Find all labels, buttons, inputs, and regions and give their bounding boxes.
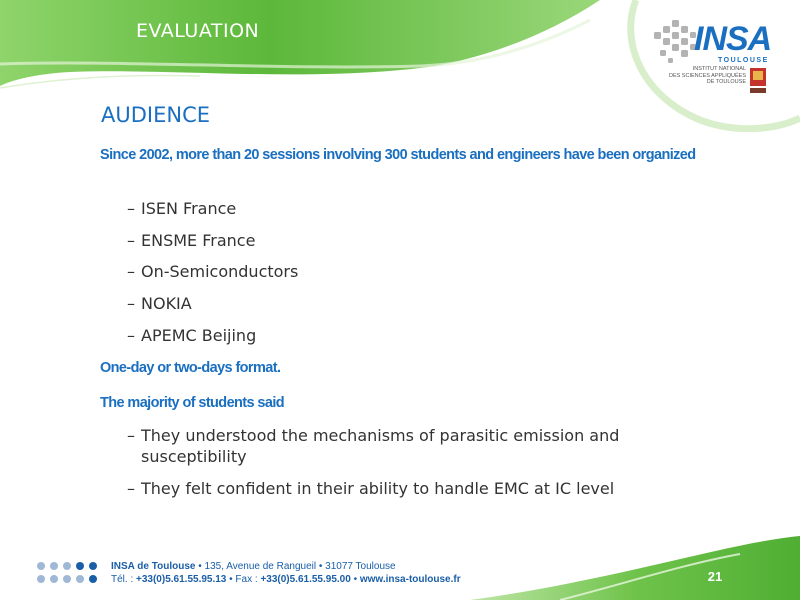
organization-label: ENSME France xyxy=(141,231,256,250)
organization-item xyxy=(127,230,711,251)
footer-website-link[interactable]: www.insa-toulouse.fr xyxy=(359,574,461,585)
footer-tel-label: Tél. : xyxy=(111,574,137,585)
logo-wordmark: INSA xyxy=(694,20,772,58)
feedback-item xyxy=(127,478,711,499)
bullet-dash: – xyxy=(127,326,135,345)
feedback-label: They felt confident in their ability to handle EMC at IC level xyxy=(141,479,615,498)
bullet-dash: – xyxy=(127,199,135,218)
footer-address-line xyxy=(111,561,396,573)
majority-intro: The majority of students said xyxy=(100,395,285,411)
footer-dots-icon xyxy=(36,561,106,585)
footer-web-separator: • xyxy=(350,574,360,585)
organization-label: On-Semiconductors xyxy=(141,262,299,281)
slide-header-title: EVALUATION xyxy=(136,20,260,42)
logo-subtitle-line: DE TOULOUSE xyxy=(706,79,746,85)
section-title: AUDIENCE xyxy=(101,103,211,127)
page-number: 21 xyxy=(707,569,723,584)
bullet-dash: – xyxy=(127,479,135,498)
organization-item xyxy=(127,198,711,219)
organization-label: ISEN France xyxy=(141,199,237,218)
format-note: One-day or two-days format. xyxy=(100,360,281,376)
footer-fax-label: • Fax : xyxy=(226,574,261,585)
organization-item xyxy=(127,293,711,314)
feedback-label: They understood the mechanisms of parasitic emission and susceptibility xyxy=(141,426,620,466)
bullet-dash: – xyxy=(127,262,135,281)
footer-address: • 135, Avenue de Rangueil • 31077 Toulouse xyxy=(195,561,396,572)
bullet-dash: – xyxy=(127,294,135,313)
footer-contact-line xyxy=(111,574,461,586)
logo-subtitle xyxy=(656,66,746,86)
feedback-item xyxy=(127,425,711,467)
footer-fax: +33(0)5.61.55.95.00 xyxy=(260,574,351,585)
footer-tel: +33(0)5.61.55.95.13 xyxy=(136,574,227,585)
organization-item xyxy=(127,261,711,282)
logo-subtitle-line: INSTITUT NATIONAL xyxy=(692,66,746,72)
bullet-dash: – xyxy=(127,231,135,250)
organization-label: NOKIA xyxy=(141,294,192,313)
organization-label: APEMC Beijing xyxy=(141,326,257,345)
intro-text: Since 2002, more than 20 sessions involving 300 students and engineers have been organized xyxy=(100,147,696,163)
logo-subtitle-line: DES SCIENCES APPLIQUÉES xyxy=(668,72,746,79)
footer-institution: INSA de Toulouse xyxy=(111,561,196,572)
organization-item xyxy=(127,325,711,346)
bullet-dash: – xyxy=(127,426,135,445)
logo-city: TOULOUSE xyxy=(718,57,769,64)
